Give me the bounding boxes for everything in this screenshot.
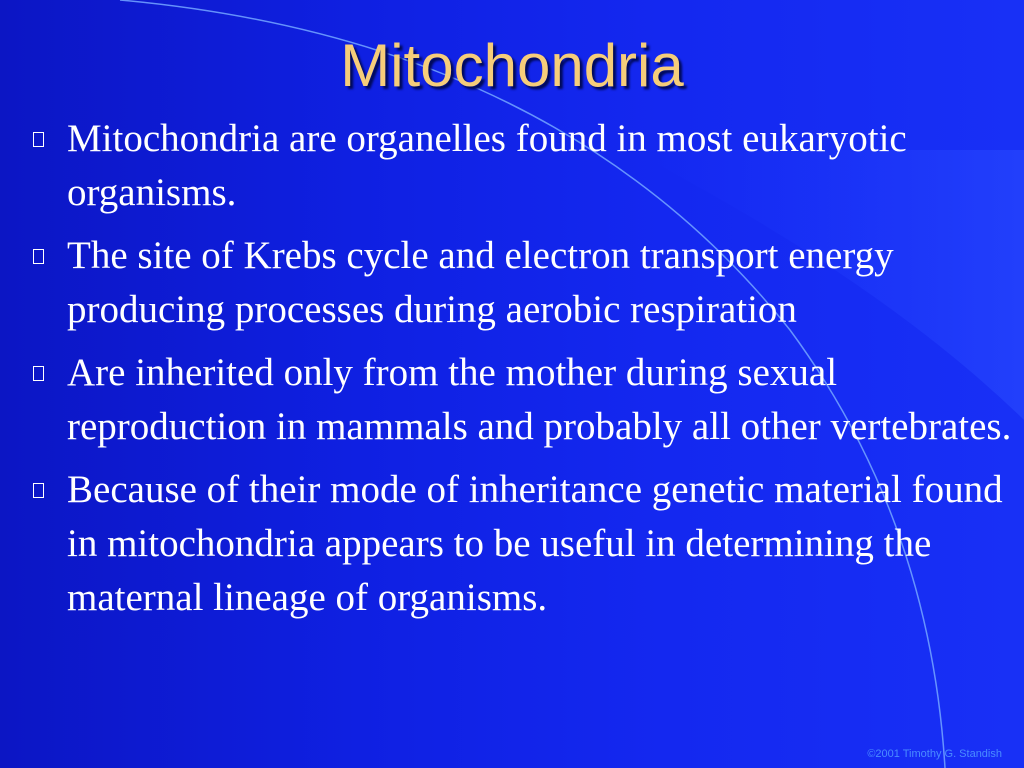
bullet-square-icon	[33, 249, 44, 264]
copyright-footer: ©2001 Timothy G. Standish	[867, 748, 1002, 760]
bullet-square-icon	[33, 132, 44, 147]
bullet-list	[30, 112, 1020, 634]
bullet-item	[30, 112, 1020, 220]
bullet-text: The site of Krebs cycle and electron transport energy producing processes during aerobic respiration	[67, 234, 894, 331]
bullet-text: Mitochondria are organelles found in most eukaryotic organisms.	[67, 117, 907, 214]
bullet-text: Because of their mode of inheritance genetic material found in mitochondria appears to be useful in determining the maternal lineage of organisms.	[67, 468, 1003, 619]
bullet-item	[30, 229, 1020, 337]
bullet-item	[30, 346, 1020, 454]
bullet-square-icon	[33, 366, 44, 381]
bullet-square-icon	[33, 483, 44, 498]
bullet-item	[30, 463, 1020, 625]
bullet-text: Are inherited only from the mother during sexual reproduction in mammals and probably all other vertebrates.	[67, 351, 1012, 448]
slide-title: Mitochondria	[340, 32, 684, 99]
